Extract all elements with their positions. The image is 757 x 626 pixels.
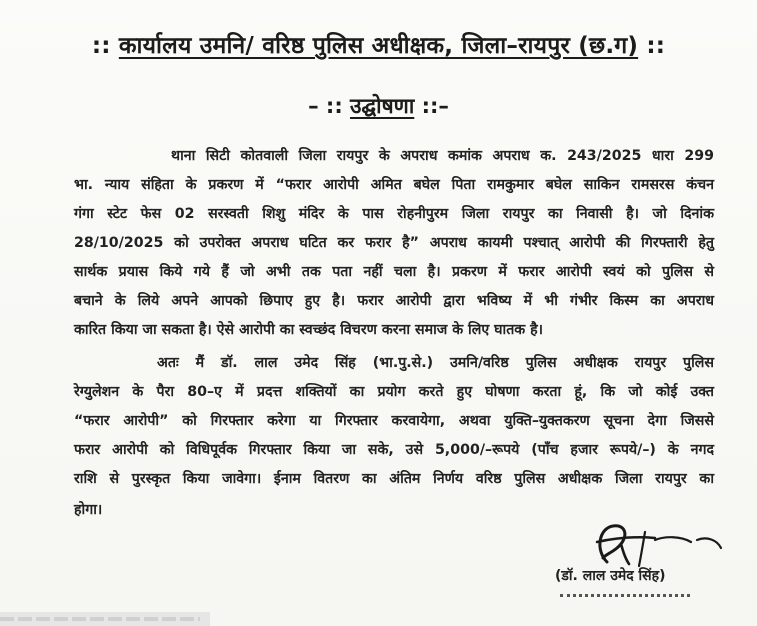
subheading-suffix: ::– [421,94,449,118]
body-line: गंगा स्टेट फेस 02 सरस्वती शिशु मंदिर के पास रोहनीपुरम जिला रायपुर का निवासी है। जो दिनांक [74,206,714,222]
body-line: अतः मैं डॉ. लाल उमेद सिंह (भा.पु.से.) उमनि/वरिष्ठ पुलिस अधीक्षक रायपुर पुलिस [157,355,714,371]
body-line: भा. न्याय संहिता के प्रकरण में “फरार आरोपी अमित बघेल पिता रामकुमार बघेल साकिन रामसरस कंचन [74,177,714,193]
cut-line [560,590,690,600]
body-line: फरार आरोपी को विधिपूर्वक गिरफ्तार किया जा सके, उसे 5,000/–रूपये (पाँच हजार रूपये/–) के नगद [74,442,714,458]
body-line: राशि से पुरस्कृत किया जावेगा। ईनाम वितरण का अंतिम निर्णय वरिष्ठ पुलिस अधीक्षक जिला रायपुर का [74,471,714,487]
body-line: होगा। [74,502,103,518]
body-line: बचाने के लिये अपने आपको छिपाए हुए है। फरार आरोपी द्वारा भविष्य में भी गंभीर किस्म का अपराध [74,293,714,309]
body-line: सार्थक प्रयास किये गये हैं जो अभी तक पता नहीं चला है। प्रकरण में फरार आरोपी स्वयं को पुलिस से [74,264,714,280]
handwritten-signature [585,520,725,572]
office-title: कार्यालय उमनि/ वरिष्ठ पुलिस अधीक्षक, जिला–रायपुर (छ.ग) [118,33,639,59]
body-line: कारित किया जा सकता है। ऐसे आरोपी का स्वच्छंद विचरण करना समाज के लिए घातक है। [74,322,544,338]
office-heading [0,28,757,60]
body-line: रेग्युलेशन के पैरा 80–ए में प्रदत्त शक्तियों का प्रयोग करते हुए घोषणा करता हूं, कि जो कोई उक्त [74,384,714,400]
footer-strip [0,612,210,626]
body-line: 28/10/2025 को उपरोक्त अपराध घटित कर फरार है” अपराध कायमी पश्चात् आरोपी की गिरफ्तारी हेतु [74,235,714,251]
proclamation-heading [0,92,757,120]
heading-suffix: :: [646,33,666,59]
signatory-name: (डॉ. लाल उमेद सिंह) [555,568,666,584]
body-line: “फरार आरोपी” को गिरफ्तार करेगा या गिरफ्तार करवायेगा, अथवा युक्ति–युक्तकरण सूचना देगा जिससे [74,413,714,429]
heading-prefix: :: [91,33,111,59]
proclamation-title: उद्घोषणा [350,94,415,118]
subheading-prefix: – :: [308,94,343,118]
body-line: थाना सिटी कोतवाली जिला रायपुर के अपराध कमांक अपराध क. 243/2025 धारा 299 [171,148,714,164]
signature-mark [585,520,725,572]
